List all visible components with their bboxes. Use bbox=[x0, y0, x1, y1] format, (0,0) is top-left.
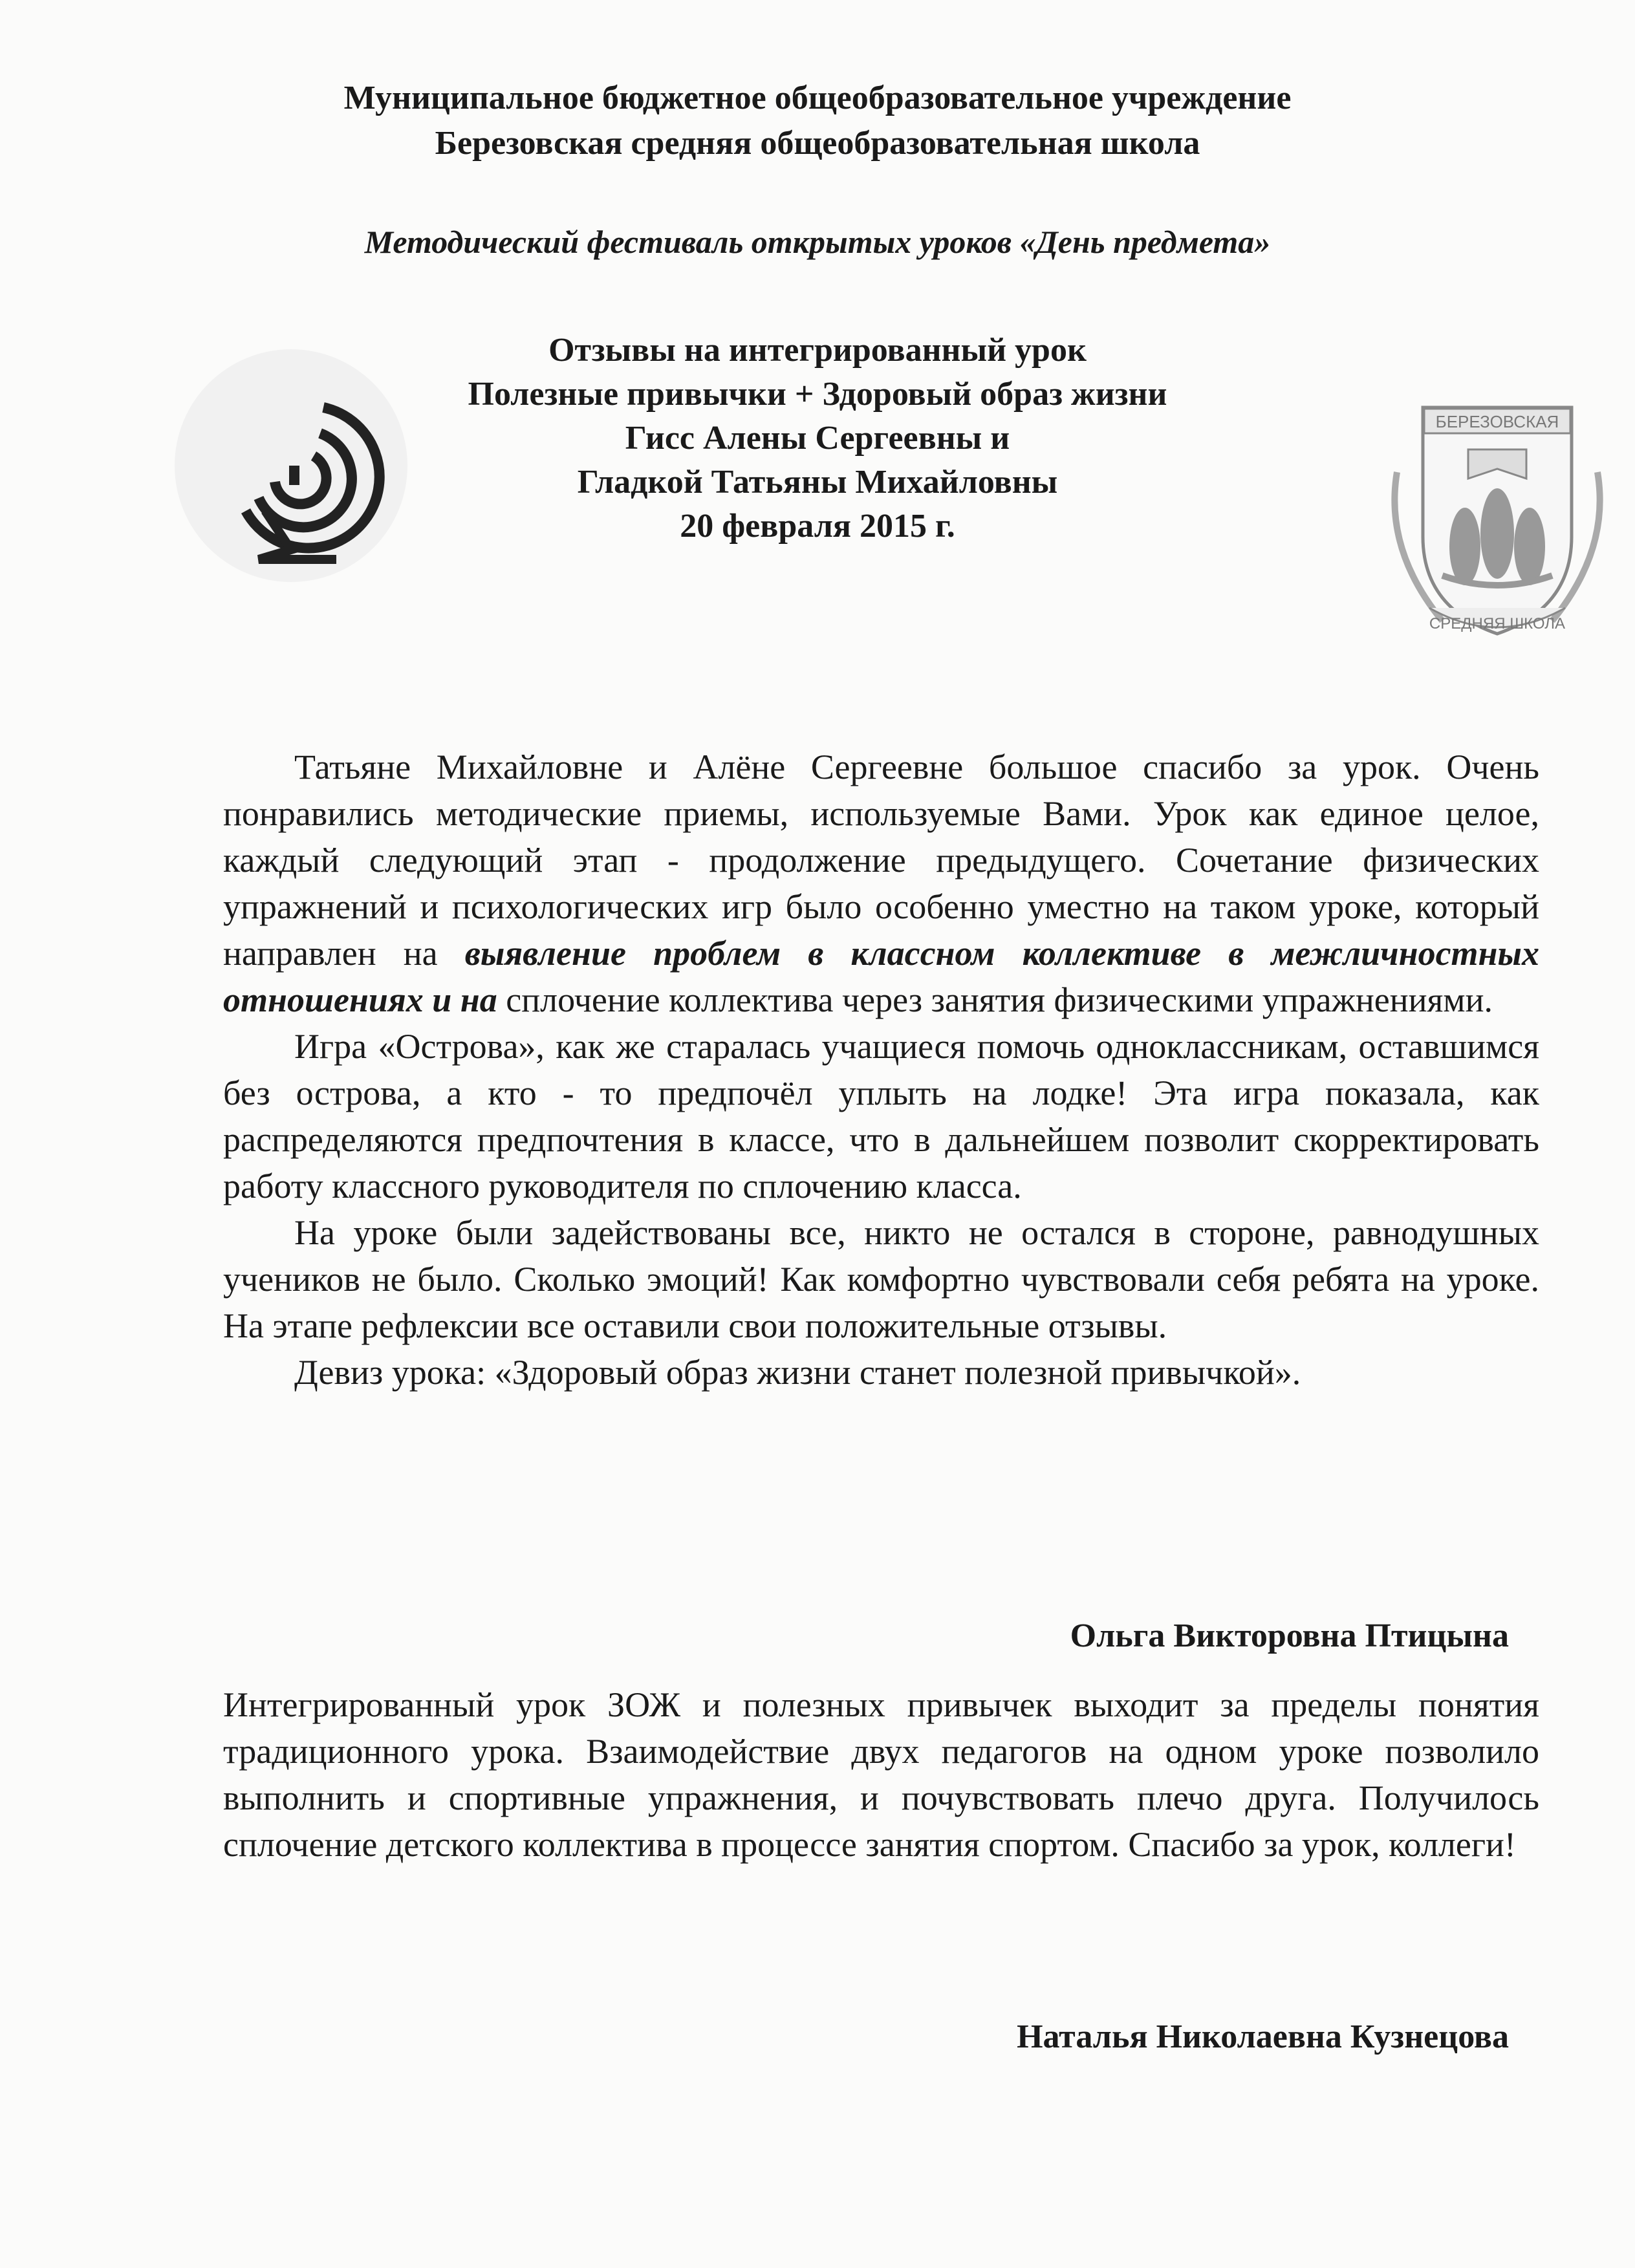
doc-title-line2: Полезные привычки + Здоровый образ жизни bbox=[468, 376, 1167, 413]
doc-title-line1: Отзывы на интегрированный урок bbox=[548, 332, 1087, 369]
review-2-signature: Наталья Николаевна Кузнецова bbox=[1017, 2018, 1509, 2055]
emblem-bottom-text: СРЕДНЯЯ ШКОЛА bbox=[1429, 615, 1566, 632]
festival-logo bbox=[162, 336, 433, 608]
review-1-text-b: сплочение коллектива через занятия физическими упражнениями. bbox=[497, 980, 1493, 1019]
review-1-paragraph-3: На уроке были задействованы все, никто не остался в стороне, равнодушных учеников не было. Сколько эмоций! Как комфортно чувствовали себя ребята на уроке. На этапе рефлексии все оставили свои положительные отзывы. bbox=[223, 1213, 1539, 1345]
institution-name-line2: Березовская средняя общеобразовательная школа bbox=[435, 125, 1200, 162]
review-1-text-a: Татьяне Михайловне и Алёне Сергеевне большое спасибо за урок. Очень понравились методические приемы, используемые Вами. Урок как единое целое, каждый следующий этап - продолжение предыдущего. Сочетание физических упражнений и психологических игр было особенно уместно на таком уроке, который направлен на bbox=[223, 748, 1539, 973]
review-1-signature: Ольга Викторовна Птицына bbox=[1070, 1617, 1509, 1654]
review-1-paragraph-2: Игра «Острова», как же старалась учащиеся помочь одноклассникам, оставшимся без острова, а кто - то предпочёл уплыть на лодке! Эта игра показала, как распределяются предпочтения в классе, что в дальнейшем позволит скорректировать работу классного руководителя по сплочению класса. bbox=[223, 1027, 1539, 1205]
review-1 bbox=[223, 744, 1539, 1396]
doc-date: 20 февраля 2015 г. bbox=[680, 508, 955, 545]
review-2-paragraph: Интегрированный урок ЗОЖ и полезных привычек выходит за пределы понятия традиционного урока. Взаимодействие двух педагогов на одном уроке позволило выполнить и спортивные упражнения, и почувствовать плечо друга. Получилось сплочение детского коллектива в процессе занятия спортом. Спасибо за урок, коллеги! bbox=[223, 1685, 1539, 1864]
review-1-paragraph-4: Девиз урока: «Здоровый образ жизни станет полезной привычкой». bbox=[294, 1353, 1301, 1392]
festival-title: Методический фестиваль открытых уроков «День предмета» bbox=[364, 224, 1271, 260]
review-1-paragraph-1 bbox=[223, 744, 1539, 1023]
doc-title-line3: Гисс Алены Сергеевны и bbox=[625, 420, 1010, 457]
doc-title-line4: Гладкой Татьяны Михайловны bbox=[577, 464, 1058, 501]
review-1-emphasis: выявление проблем в классном коллективе в межличностных отношениях и на bbox=[223, 934, 1539, 1019]
emblem-top-text: БЕРЕЗОВСКАЯ bbox=[1435, 412, 1559, 431]
institution-name-line1: Муниципальное бюджетное общеобразовательное учреждение bbox=[343, 80, 1292, 116]
school-emblem bbox=[1384, 388, 1610, 666]
review-2 bbox=[223, 1681, 1539, 1868]
